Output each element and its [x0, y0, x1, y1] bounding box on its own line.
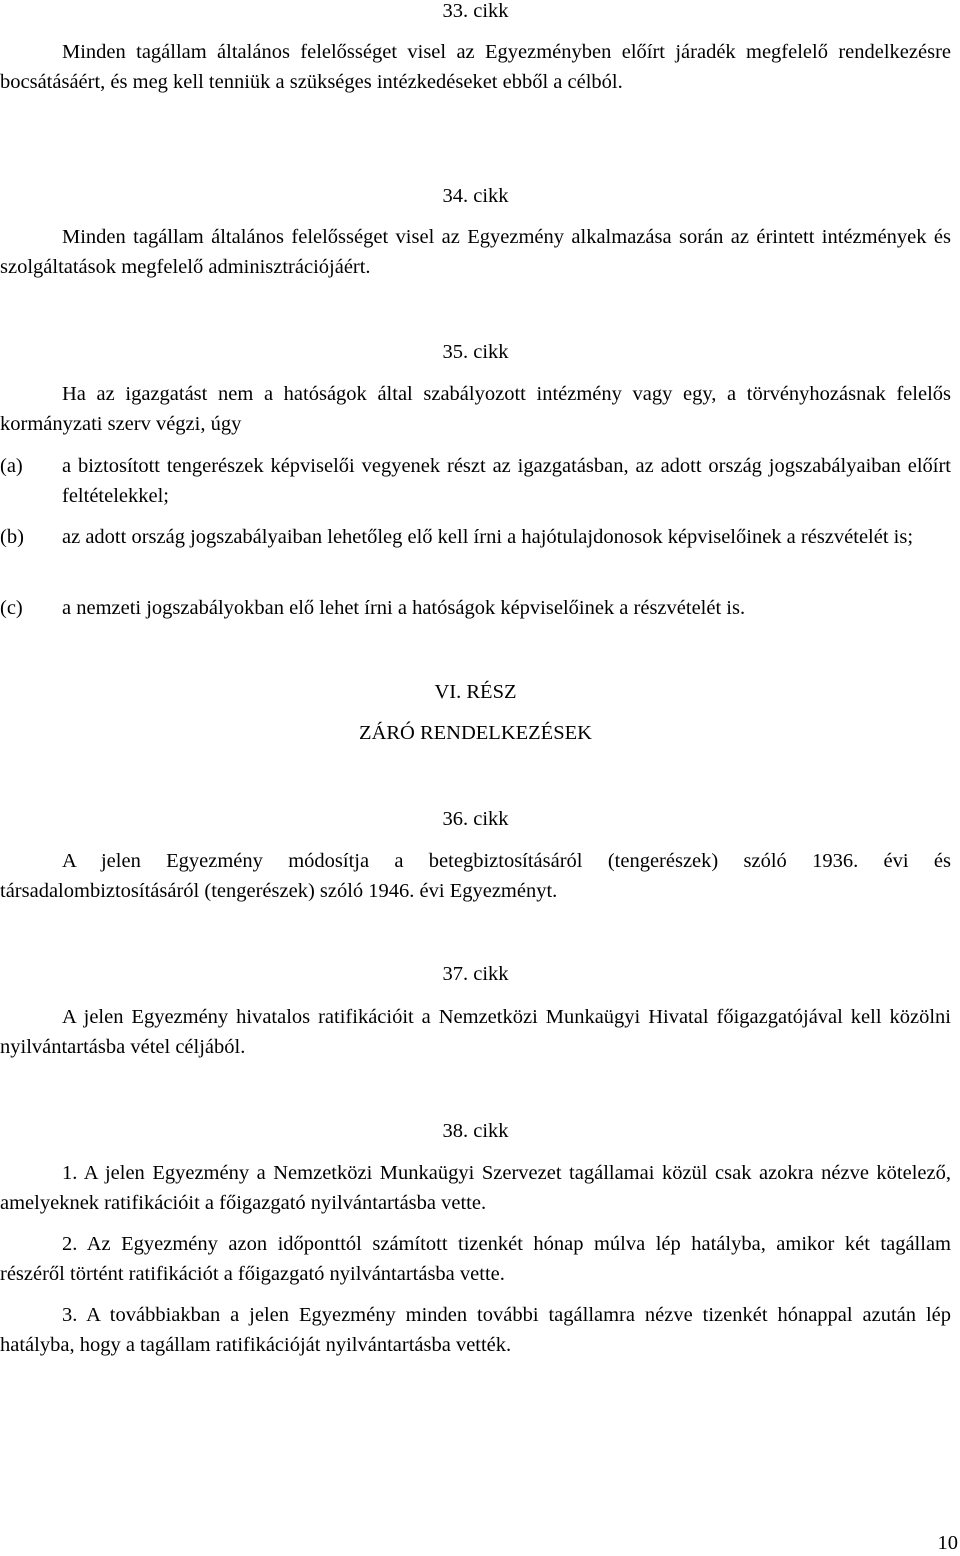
- article-35-heading: 35. cikk: [442, 341, 509, 363]
- page-number: 10: [937, 1532, 958, 1554]
- list-item-text: az adott ország jogszabályaiban lehetőleg elő kell írni a hajótulajdonosok képviselőinek a részvételét is;: [62, 526, 914, 548]
- article-33-body: [0, 37, 951, 97]
- list-item: [0, 522, 951, 552]
- list-marker: (a): [0, 455, 23, 477]
- article-34-text: Minden tagállam általános felelősséget visel az Egyezmény alkalmazása során az érintett intézmények és szolgáltatások megfelelő adminisztrációjáért.: [0, 226, 951, 278]
- list-item-text: a nemzeti jogszabályokban elő lehet írni a hatóságok képviselőinek a részvételét is.: [62, 597, 746, 619]
- article-38-paragraph-3: [0, 1300, 951, 1360]
- article-34-body: [0, 222, 951, 282]
- list-item-text: a biztosított tengerészek képviselői vegyenek részt az igazgatásban, az adott ország jogszabályaiban előírt feltételekkel;: [62, 455, 951, 507]
- article-34-heading: 34. cikk: [442, 185, 509, 207]
- article-36-text: A jelen Egyezmény módosítja a betegbiztosításáról (tengerészek) szóló 1936. évi és társadalombiztosításáról (tengerészek) szóló 1946. évi Egyezményt.: [0, 850, 951, 902]
- part-heading: VI. RÉSZ: [434, 681, 517, 703]
- paragraph-text: 2. Az Egyezmény azon időponttól számított tizenkét hónap múlva lép hatályba, amikor két tagállam részéről történt ratifikációt a főigazgató nyilvántartásba vette.: [0, 1233, 951, 1285]
- article-38-paragraph-1: [0, 1158, 951, 1218]
- article-36-heading: 36. cikk: [442, 808, 509, 830]
- article-38-heading: 38. cikk: [442, 1120, 509, 1142]
- article-33-heading: 33. cikk: [442, 0, 509, 22]
- article-35-intro: Ha az igazgatást nem a hatóságok által szabályozott intézmény vagy egy, a törvényhozásnak felelős kormányzati szerv végzi, úgy: [0, 383, 951, 435]
- article-35-body: [0, 379, 951, 439]
- list-marker: (c): [0, 597, 23, 619]
- list-marker: (b): [0, 526, 24, 548]
- article-37-heading: 37. cikk: [442, 963, 509, 985]
- article-38-paragraph-2: [0, 1229, 951, 1289]
- list-item: [0, 451, 951, 511]
- part-title: ZÁRÓ RENDELKEZÉSEK: [359, 722, 592, 744]
- paragraph-text: 3. A továbbiakban a jelen Egyezmény minden további tagállamra nézve tizenkét hónappal azután lép hatályba, hogy a tagállam ratifikációját nyilvántartásba vették.: [0, 1304, 951, 1356]
- list-item: [0, 593, 951, 623]
- paragraph-text: 1. A jelen Egyezmény a Nemzetközi Munkaügyi Szervezet tagállamai közül csak azokra nézve kötelező, amelyeknek ratifikációit a főigazgató nyilvántartásba vette.: [0, 1162, 951, 1214]
- article-37-body: [0, 1002, 951, 1062]
- article-33-text: Minden tagállam általános felelősséget visel az Egyezményben előírt járadék megfelelő rendelkezésre bocsátásáért, és meg kell tenniük a szükséges intézkedéseket ebből a célból.: [0, 41, 951, 93]
- article-37-text: A jelen Egyezmény hivatalos ratifikációit a Nemzetközi Munkaügyi Hivatal főigazgatójával kell közölni nyilvántartásba vétel céljából.: [0, 1006, 951, 1058]
- article-36-body: [0, 846, 951, 906]
